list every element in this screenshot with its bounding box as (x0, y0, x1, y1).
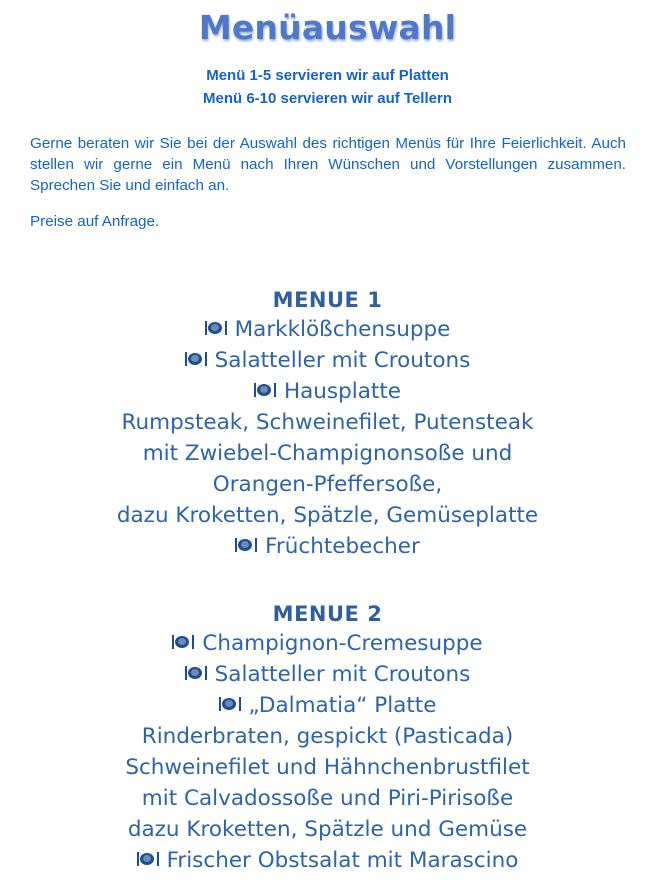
intro-paragraph: Gerne beraten wir Sie bei der Auswahl des richtigen Menüs für Ihre Feierlichkeit. Auch stellen wir gerne ein Menü nach Ihren Wünschen und Vorstellungen zusammen. Sprechen Sie und einfach an. (30, 135, 626, 194)
course-text: Salatteller mit Croutons (214, 662, 471, 687)
plate-with-cutlery-icon (185, 666, 209, 680)
course-item (0, 659, 655, 690)
course-text: Champignon-Cremesuppe (202, 631, 483, 656)
serving-note-platters: Menü 1-5 servieren wir auf Platten (206, 67, 449, 84)
menu-1 (0, 286, 655, 562)
plate-with-cutlery-icon (137, 852, 161, 866)
course-item (0, 345, 655, 376)
menu-2 (0, 600, 655, 876)
course-text: Salatteller mit Croutons (214, 348, 471, 373)
course-detail: Orangen-Pfeffersoße, (212, 472, 443, 497)
course-detail: Schweinefilet und Hähnchenbrustfilet (125, 755, 530, 780)
plate-with-cutlery-icon (205, 321, 229, 335)
plate-with-cutlery-icon (185, 352, 209, 366)
course-detail: Rinderbraten, gespickt (Pasticada) (141, 724, 514, 749)
course-text: Früchtebecher (265, 534, 420, 559)
plate-with-cutlery-icon (254, 383, 278, 397)
course-detail: mit Zwiebel-Champignonsoße und (142, 441, 513, 466)
menu-heading: MENUE 2 (272, 602, 383, 626)
course-item (0, 314, 655, 345)
course-item (0, 845, 655, 876)
course-detail: dazu Kroketten, Spätzle, Gemüseplatte (116, 503, 539, 528)
course-detail: dazu Kroketten, Spätzle und Gemüse (127, 817, 528, 842)
course-detail: mit Calvadossoße und Piri-Pirisoße (141, 786, 514, 811)
menu-heading: MENUE 1 (272, 288, 383, 312)
course-item (0, 690, 655, 721)
plate-with-cutlery-icon (219, 697, 243, 711)
course-item (0, 531, 655, 562)
course-detail: Rumpsteak, Schweinefilet, Putensteak (121, 410, 534, 435)
course-item (0, 628, 655, 659)
course-item (0, 376, 655, 407)
serving-note-plates: Menü 6-10 servieren wir auf Tellern (203, 90, 452, 107)
plate-with-cutlery-icon (235, 538, 259, 552)
course-text: Frischer Obstsalat mit Marascino (166, 848, 519, 873)
course-text: Hausplatte (283, 379, 402, 404)
course-text: Markklößchensuppe (234, 317, 451, 342)
plate-with-cutlery-icon (172, 635, 196, 649)
course-text: „Dalmatia“ Platte (248, 693, 437, 718)
page-title: Menüauswahl (198, 8, 457, 47)
price-note: Preise auf Anfrage. (30, 213, 160, 230)
